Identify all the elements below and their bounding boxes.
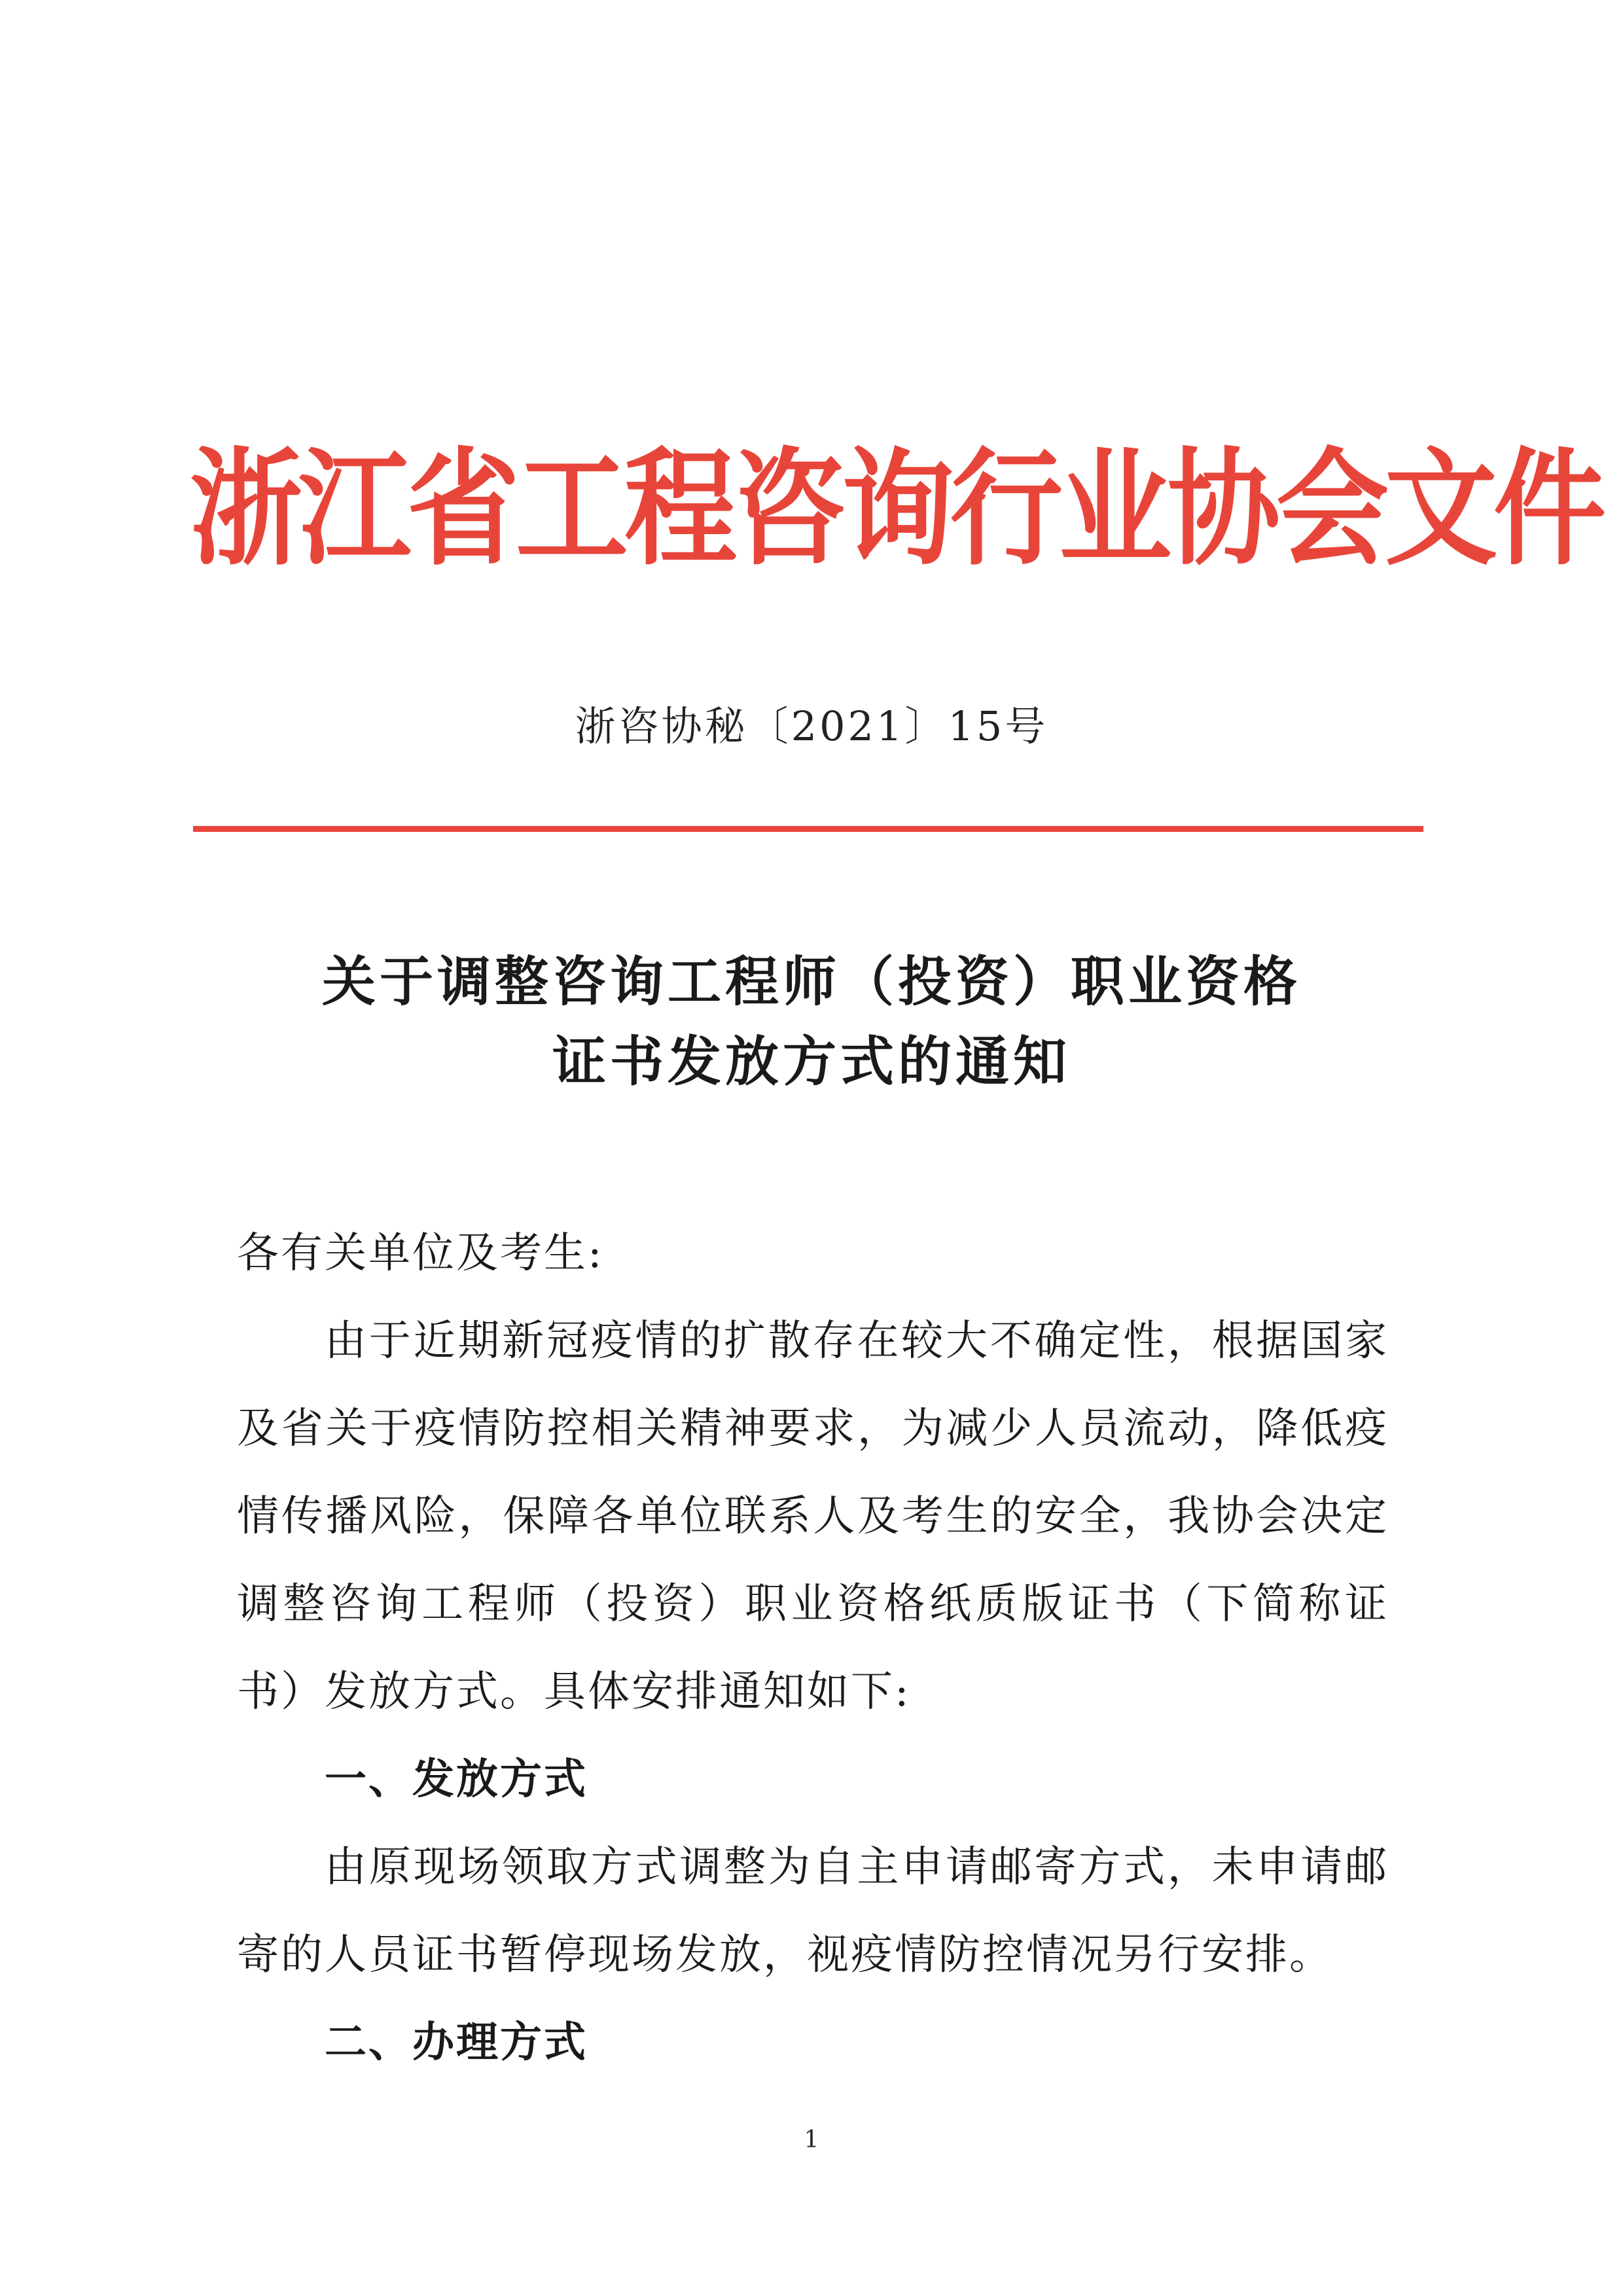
section-2-heading: 二、办理方式	[325, 2018, 588, 2067]
document-number: 浙咨协秘〔2021〕15号	[575, 702, 1048, 750]
notice-title	[0, 942, 1623, 1102]
notice-title-line-1: 关于调整咨询工程师（投资）职业资格	[321, 951, 1301, 1013]
notice-title-line-2: 证书发放方式的通知	[552, 1031, 1071, 1093]
intro-paragraph: 由于近期新冠疫情的扩散存在较大不确定性，根据国家及省关于疫情防控相关精神要求，为减少人员流动，降低疫情传播风险，保障各单位联系人及考生的安全，我协会决定调整咨询工程师（投资）职业资格纸质版证书（下简称证书）发放方式。具体安排通知如下:	[237, 1317, 1389, 1716]
notice-body	[237, 1210, 1389, 2087]
masthead-title: 浙江省工程咨询行业协会文件	[190, 435, 1602, 583]
page-number: 1	[804, 2126, 819, 2153]
salutation: 各有关单位及考生:	[237, 1229, 604, 1278]
section-1-heading: 一、发放方式	[325, 1755, 588, 1804]
red-divider-line	[193, 826, 1423, 832]
section-1-paragraph: 由原现场领取方式调整为自主申请邮寄方式，未申请邮寄的人员证书暂停现场发放，视疫情防控情况另行安排。	[237, 1843, 1389, 1979]
